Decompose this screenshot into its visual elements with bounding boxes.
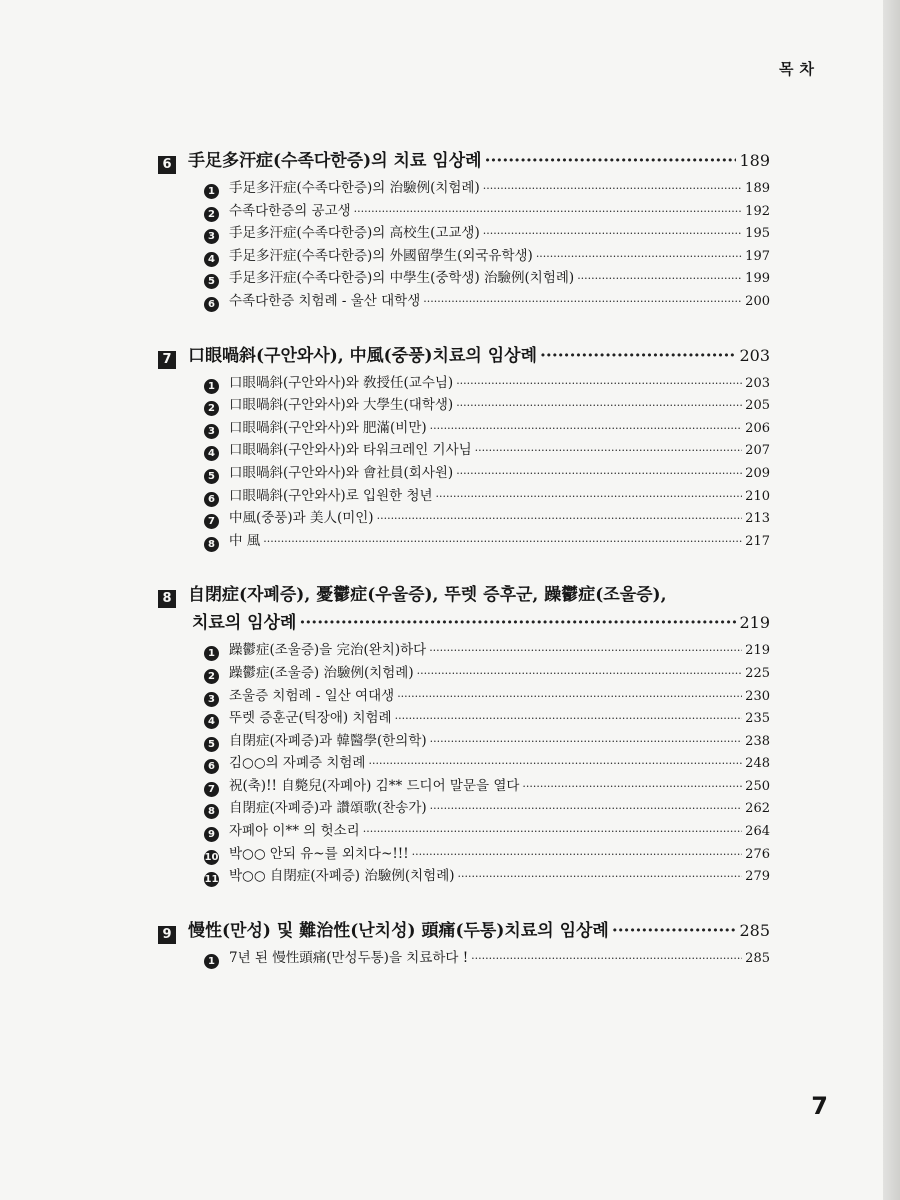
entry-number-badge: 1 (204, 646, 219, 661)
entry-number-badge: 3 (204, 692, 219, 707)
entry-page: 203 (745, 375, 770, 391)
entry-title: 手足多汗症(수족다한증)의 高校生(고교생) (229, 225, 480, 242)
entry-title: 口眼喎斜(구안와사)와 會社員(회사원) (229, 464, 454, 481)
entry-title: 口眼喎斜(구안와사)와 敎授任(교수님) (229, 374, 454, 391)
dot-leader (456, 462, 742, 486)
toc-entry[interactable] (204, 530, 770, 553)
section-page: 203 (739, 345, 770, 365)
page-edge-shadow (883, 0, 900, 1200)
dot-leader (577, 267, 742, 291)
toc-entry[interactable] (204, 462, 770, 485)
toc-entry[interactable] (204, 290, 770, 313)
entry-number-badge: 5 (204, 469, 219, 484)
table-of-contents (158, 150, 770, 969)
toc-entry[interactable] (204, 662, 770, 685)
toc-entry[interactable] (204, 439, 770, 462)
entry-title: 자폐아 이** 의 헛소리 (229, 823, 360, 840)
section-heading[interactable] (158, 150, 770, 172)
entry-page: 279 (745, 869, 770, 885)
toc-entry[interactable] (204, 417, 770, 440)
entry-page: 199 (745, 271, 770, 287)
entry-page: 248 (745, 756, 770, 772)
entry-page: 209 (745, 465, 770, 481)
entry-page: 238 (745, 733, 770, 749)
entry-number-badge: 2 (204, 207, 219, 222)
section-title: 自閉症(자폐증), 憂鬱症(우울증), 뚜렛 증후군, 躁鬱症(조울증), (188, 585, 667, 606)
entry-page: 217 (745, 533, 770, 549)
toc-entry[interactable] (204, 820, 770, 843)
dot-leader (299, 612, 736, 634)
toc-section (158, 920, 770, 970)
dot-leader (458, 865, 743, 889)
toc-entry[interactable] (204, 865, 770, 888)
toc-entry[interactable] (204, 639, 770, 662)
entry-page: 205 (745, 398, 770, 414)
dot-leader (485, 150, 737, 172)
section-title: 手足多汗症(수족다한증)의 치료 임상례 (188, 151, 482, 171)
dot-leader (397, 685, 742, 709)
entry-title: 自閉症(자폐증)과 讚頌歌(찬송가) (229, 800, 427, 817)
toc-section (158, 345, 770, 553)
dot-leader (430, 730, 743, 754)
entry-title: 手足多汗症(수족다한증)의 中學生(중학생) 治驗例(치험례) (229, 270, 575, 287)
entry-page: 230 (745, 688, 770, 704)
toc-entry[interactable] (204, 394, 770, 417)
toc-entry[interactable] (204, 485, 770, 508)
entry-number-badge: 1 (204, 954, 219, 969)
toc-entry[interactable] (204, 177, 770, 200)
page-number: 7 (811, 1092, 828, 1120)
entry-title: 수족다한증 치험례 - 울산 대학생 (229, 292, 421, 309)
section-heading[interactable] (158, 345, 770, 367)
entry-title: 自閉症(자폐증)과 韓醫學(한의학) (229, 732, 427, 749)
entry-title: 김○○의 자폐증 치험례 (229, 755, 366, 772)
entry-title: 뚜렛 증훈군(틱장애) 치험례 (229, 710, 392, 727)
toc-section (158, 584, 770, 888)
entry-number-badge: 4 (204, 446, 219, 461)
entry-title: 口眼喎斜(구안와사)로 입원한 청년 (229, 487, 433, 504)
entry-number-badge: 3 (204, 424, 219, 439)
dot-leader (377, 507, 743, 531)
entry-title: 祝(축)!! 自斃兒(자폐아) 김** 드디어 말문을 열다 (229, 777, 520, 794)
entry-page: 207 (745, 443, 770, 459)
dot-leader (612, 920, 737, 942)
entry-title: 7년 된 慢性頭痛(만성두통)을 치료하다 ! (229, 949, 469, 966)
entry-number-badge: 4 (204, 252, 219, 267)
dot-leader (430, 417, 743, 441)
entry-number-badge: 9 (204, 827, 219, 842)
entry-page: 250 (745, 778, 770, 794)
entry-number-badge: 6 (204, 759, 219, 774)
dot-leader (368, 752, 742, 776)
toc-entry[interactable] (204, 947, 770, 970)
toc-entry[interactable] (204, 775, 770, 798)
entry-page: 206 (745, 420, 770, 436)
section-page: 189 (739, 151, 770, 170)
dot-leader (395, 707, 743, 731)
toc-entry[interactable] (204, 222, 770, 245)
toc-entry[interactable] (204, 372, 770, 395)
dot-leader (412, 843, 743, 867)
section-number-badge: 6 (158, 156, 176, 174)
entry-number-badge: 8 (204, 537, 219, 552)
entry-title: 躁鬱症(조울증)을 完治(완치)하다 (229, 642, 427, 659)
entry-number-badge: 11 (204, 874, 219, 886)
running-head: 목차 (779, 60, 820, 78)
dot-leader (354, 200, 743, 224)
entry-number-badge: 3 (204, 229, 219, 244)
entry-page: 235 (745, 711, 770, 727)
toc-entry[interactable] (204, 843, 770, 866)
entry-page: 213 (745, 511, 770, 527)
entry-number-badge: 10 (204, 851, 219, 863)
entry-page: 262 (745, 801, 770, 817)
dot-leader (363, 820, 742, 844)
entry-number-badge: 6 (204, 492, 219, 507)
section-title: 口眼喎斜(구안와사), 中風(중풍)치료의 임상례 (188, 345, 537, 366)
entry-page: 197 (745, 248, 770, 264)
entry-title: 口眼喎斜(구안와사)와 大學生(대학생) (229, 397, 454, 414)
entry-page: 264 (745, 824, 770, 840)
entry-title: 中風(중풍)과 美人(미인) (229, 510, 374, 527)
dot-leader (263, 530, 742, 554)
entry-number-badge: 5 (204, 274, 219, 289)
entry-page: 200 (745, 293, 770, 309)
dot-leader (536, 245, 742, 269)
entry-page: 189 (745, 181, 770, 196)
entry-page: 225 (745, 665, 770, 681)
entry-title: 中 風 (229, 532, 261, 549)
section-heading[interactable] (158, 584, 770, 606)
toc-entry[interactable] (204, 200, 770, 223)
entry-title: 조울증 치험례 - 일산 여대생 (229, 687, 395, 704)
toc-entry[interactable] (204, 707, 770, 730)
entry-title: 手足多汗症(수족다한증)의 治驗例(치험례) (229, 180, 480, 196)
section-page: 219 (739, 613, 770, 633)
entry-number-badge: 7 (204, 782, 219, 797)
section-page: 285 (739, 920, 770, 940)
toc-section (158, 150, 770, 313)
dot-leader (456, 372, 742, 396)
entry-page: 195 (745, 226, 770, 242)
dot-leader (483, 222, 742, 246)
toc-entry[interactable] (204, 797, 770, 820)
dot-leader (429, 639, 742, 663)
section-title-line2: 치료의 임상례 (192, 613, 297, 634)
entry-number-badge: 7 (204, 514, 219, 529)
dot-leader (483, 177, 742, 201)
entry-title: 口眼喎斜(구안와사)와 타워크레인 기사님 (229, 442, 472, 459)
toc-entry[interactable] (204, 267, 770, 290)
entry-page: 210 (745, 488, 770, 504)
dot-leader (417, 662, 743, 686)
entry-page: 285 (745, 950, 770, 966)
section-number-badge: 8 (158, 590, 176, 608)
section-heading-continued[interactable] (158, 612, 770, 634)
toc-entry[interactable] (204, 245, 770, 268)
dot-leader (522, 775, 742, 799)
section-title: 慢性(만성) 및 難治性(난치성) 頭痛(두통)치료의 임상례 (188, 920, 609, 941)
dot-leader (456, 394, 742, 418)
toc-entry[interactable] (204, 730, 770, 753)
toc-entry[interactable] (204, 507, 770, 530)
section-heading[interactable] (158, 920, 770, 942)
dot-leader (540, 345, 736, 367)
entry-number-badge: 4 (204, 714, 219, 729)
entry-number-badge: 1 (204, 184, 219, 199)
entry-title: 박○○ 自閉症(자폐증) 治驗例(치험례) (229, 868, 455, 885)
entry-number-badge: 6 (204, 297, 219, 312)
entry-title: 口眼喎斜(구안와사)와 肥滿(비만) (229, 419, 427, 436)
dot-leader (475, 439, 743, 463)
entry-title: 수족다한증의 공고생 (229, 202, 351, 219)
entry-title: 박○○ 안되 유~를 외치다~!!! (229, 845, 409, 862)
entry-number-badge: 1 (204, 379, 219, 394)
entry-title: 躁鬱症(조울증) 治驗例(치험례) (229, 664, 414, 681)
entry-page: 276 (745, 846, 770, 862)
entry-number-badge: 2 (204, 401, 219, 416)
entry-page: 219 (745, 643, 770, 659)
entry-number-badge: 8 (204, 804, 219, 819)
entry-title: 手足多汗症(수족다한증)의 外國留學生(외국유학생) (229, 247, 533, 264)
section-number-badge: 9 (158, 926, 176, 944)
dot-leader (423, 290, 742, 314)
section-number-badge: 7 (158, 351, 176, 369)
entry-page: 192 (745, 203, 770, 219)
toc-entry[interactable] (204, 752, 770, 775)
dot-leader (471, 947, 742, 971)
entry-number-badge: 2 (204, 669, 219, 684)
dot-leader (430, 797, 743, 821)
dot-leader (436, 485, 743, 509)
entry-number-badge: 5 (204, 737, 219, 752)
toc-entry[interactable] (204, 685, 770, 708)
